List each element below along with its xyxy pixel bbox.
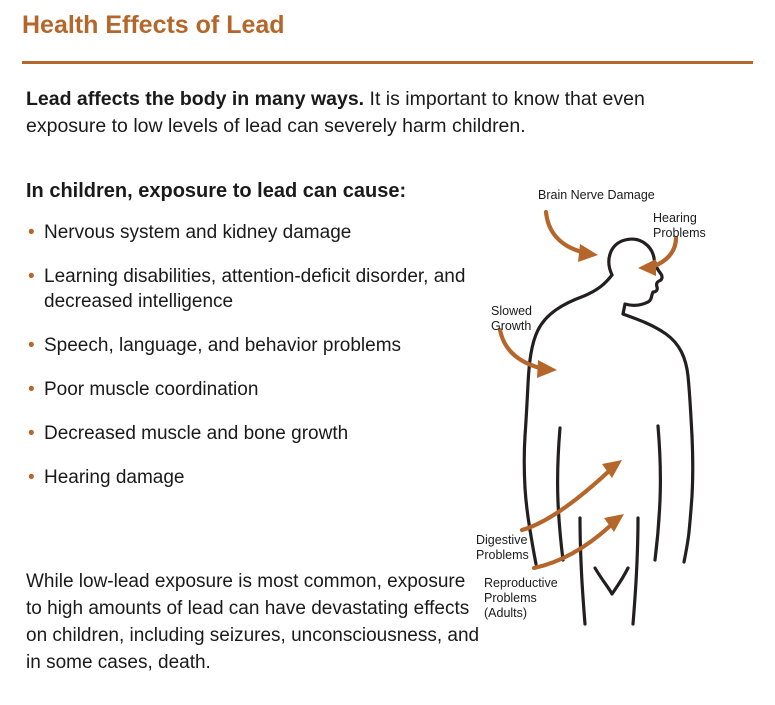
- label-repro-line3: (Adults): [484, 606, 528, 620]
- intro-lead-sentence: Lead affects the body in many ways.: [26, 88, 365, 110]
- list-item: [26, 465, 481, 490]
- label-brain-nerve-damage: Brain Nerve Damage: [538, 188, 655, 202]
- page-title: Health Effects of Lead: [22, 11, 285, 39]
- body-outline: [524, 239, 693, 624]
- label-digestive-problems: [476, 533, 529, 563]
- body-diagram: [462, 178, 762, 628]
- list-item-label: Poor muscle coordination: [44, 379, 259, 400]
- list-item: [26, 220, 481, 245]
- closing-paragraph: While low-lead exposure is most common, exposure to high amounts of lead can have devastating effects on children, including seizures, unconsciousness, and in some cases, death.: [26, 571, 480, 673]
- effects-subheading: In children, exposure to lead can cause:: [26, 180, 407, 202]
- list-item: [26, 333, 481, 358]
- list-item-label: Learning disabilities, attention-deficit disorder, and decreased intelligence: [44, 266, 466, 312]
- label-hearing-line1: Hearing: [653, 211, 697, 225]
- arrow-reproductive: [534, 526, 610, 568]
- label-digestive-line2: Problems: [476, 548, 529, 562]
- list-item-label: Hearing damage: [44, 467, 185, 488]
- page-header: [22, 10, 753, 40]
- bullet-icon: •: [28, 266, 35, 287]
- bullet-icon: •: [28, 335, 35, 356]
- list-item-label: Nervous system and kidney damage: [44, 222, 352, 243]
- list-item: [26, 421, 481, 446]
- effects-column: [26, 178, 481, 509]
- list-item: [26, 264, 481, 314]
- label-growth-line1: Slowed: [491, 304, 532, 318]
- bullet-icon: •: [28, 423, 35, 444]
- intro-rest: It is important to know that even exposure to low levels of lead can severely harm children.: [26, 88, 645, 137]
- list-item: [26, 377, 481, 402]
- effects-list: [26, 220, 481, 490]
- label-growth-line2: Growth: [491, 319, 532, 333]
- arrow-brain: [546, 212, 582, 252]
- bullet-icon: •: [28, 467, 35, 488]
- label-hearing-line2: Problems: [653, 226, 706, 240]
- bullet-icon: •: [28, 222, 35, 243]
- label-repro-line2: Problems: [484, 591, 537, 605]
- arrow-digestive: [522, 472, 608, 530]
- header-divider: [22, 61, 753, 64]
- label-reproductive-problems: [484, 576, 558, 621]
- label-repro-line1: Reproductive: [484, 576, 558, 590]
- label-slowed-growth: [491, 304, 532, 334]
- intro-paragraph: [26, 86, 726, 140]
- list-item-label: Decreased muscle and bone growth: [44, 423, 349, 444]
- bullet-icon: •: [28, 379, 35, 400]
- list-item-label: Speech, language, and behavior problems: [44, 335, 402, 356]
- label-hearing-problems: [653, 211, 706, 241]
- label-digestive-line1: Digestive: [476, 533, 528, 547]
